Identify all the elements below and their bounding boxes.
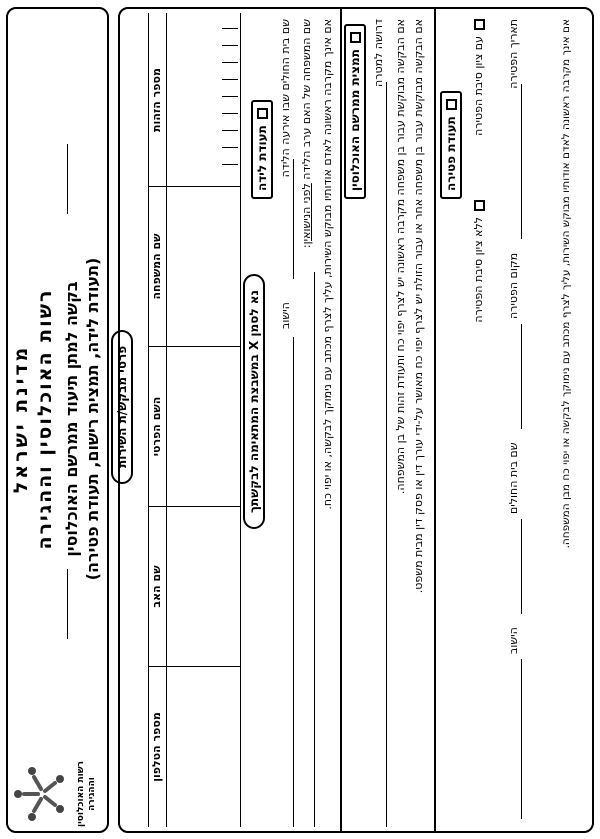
birth-settlement-line[interactable] [293, 337, 294, 827]
death-certificate-header[interactable] [440, 91, 462, 199]
birth-certificate-title: תעודת לידה [255, 125, 269, 191]
death-certificate-section [440, 91, 462, 199]
birth-mother-family-label: שם המשפחה של האם ערב הלידה לפני הנישואין: [300, 19, 313, 249]
id-digit-divider [222, 45, 238, 46]
id-digit-divider [222, 62, 238, 63]
authority-title: רשות האוכלוסין וההגירה [34, 288, 56, 550]
registry-section-divider [434, 7, 436, 833]
birth-mother-name-line[interactable] [314, 272, 315, 827]
registry-extract-header[interactable] [344, 24, 366, 199]
col-header-family-name: שם המשפחה [150, 233, 163, 300]
registry-purpose-line[interactable] [386, 82, 387, 827]
family-name-field[interactable] [167, 187, 240, 346]
birth-certificate-checkbox[interactable] [257, 108, 268, 119]
registry-other-relative-note: אם הבקשה מבוקשת עבור בן משפחה אחר או עבור הזולת יש לצרף יפוי כח מאושר על-ידי עורך דין או פסק דין מבית משפט. [412, 19, 425, 594]
col-header-id: מספר הזהות [150, 68, 163, 132]
applicant-table [148, 13, 240, 827]
header-underline-right [67, 144, 68, 214]
first-name-field[interactable] [167, 347, 240, 506]
death-date-label: תאריך הפטירה [507, 19, 520, 89]
father-name-field[interactable] [167, 507, 240, 666]
mother-family-name-label: שם המשפחה של האם ערב הלידה [300, 19, 313, 180]
birth-not-first-degree-note: אם אינך מקרבה ראשונה לאדם אודותיו מבוקש השירות, עליך לצרף מכתב עם נימוקך לבקשה, או יפוי כח. [321, 19, 334, 510]
death-without-cause-option[interactable] [472, 200, 485, 323]
death-settlement-line[interactable] [521, 659, 522, 819]
registry-purpose-label: דרושה למטרה [372, 19, 385, 87]
with-cause-label: עם ציון סיבת הפטירה [472, 36, 485, 136]
id-digit-divider [222, 28, 238, 29]
phone-field[interactable] [167, 667, 240, 827]
applicant-section-pill: פרטי מבקש/ת השירות [111, 330, 133, 484]
applicant-section-label [111, 330, 133, 484]
birth-certificate-section [251, 100, 273, 199]
registry-extract-title: תמצית ממרשם האוכלוסין [348, 49, 362, 191]
death-hospital-line[interactable] [521, 519, 522, 614]
mother-before-marriage: לפני הנישואין [300, 183, 313, 245]
without-cause-label: ללא ציון סיבת הפטירה [472, 217, 485, 323]
death-certificate-checkbox[interactable] [446, 99, 457, 110]
mark-instruction-pill: נא לסמן X במשבצת המתאימה לבקשתך [243, 274, 265, 529]
logo-caption: רשות האוכלוסין וההגירה [76, 761, 97, 827]
col-header-father-name: שם האב [150, 565, 163, 608]
state-title: מדינת ישראל [10, 344, 32, 494]
death-place-label: מקום הפטירה [507, 252, 520, 319]
logo-star-icon [10, 759, 72, 829]
col-header-phone: מספר הטלפון [150, 712, 163, 782]
without-cause-checkbox[interactable] [474, 200, 485, 211]
death-certificate-title: תעודת פטירה [444, 116, 458, 191]
request-title: בקשה למתן תיעוד ממרשם האוכלוסין [62, 281, 81, 557]
id-digit-divider [222, 113, 238, 114]
applicant-table-bottom [240, 13, 241, 827]
id-digit-divider [222, 164, 238, 165]
col-header-first-name: השם הפרטי [150, 396, 163, 457]
birth-hospital-line[interactable] [293, 159, 294, 279]
id-digit-divider [222, 79, 238, 80]
registry-first-degree-note: אם הבקשה מבוקשת עבור בן משפחה מקרבה ראשונה יש לצרף יפוי כח ותעודת זהות של בן המשפחה. [394, 19, 407, 495]
birth-hospital-label: שם בית החולים שבו אירעה הלידה [279, 19, 292, 178]
death-not-first-degree-note: אם אינך מקרבה ראשונה לאדם אודותיו מבוקש השירות, עליך לצרף מכתב עם נימוקך לבקשה או יפוי כח מבן המשפחה. [560, 19, 572, 549]
birth-settlement-label: הישוב [279, 302, 292, 329]
death-date-line[interactable] [521, 84, 522, 239]
id-digit-divider [222, 147, 238, 148]
birth-section-divider [340, 7, 342, 833]
registry-extract-section [344, 24, 366, 199]
id-digit-divider [222, 130, 238, 131]
request-subtitle: (תעודת לידה, תמצית רישום, תעודת פטירה) [83, 257, 102, 581]
death-with-cause-option[interactable] [472, 19, 485, 136]
with-cause-checkbox[interactable] [474, 19, 485, 30]
birth-certificate-header[interactable] [251, 100, 273, 199]
id-digit-divider [222, 96, 238, 97]
death-settlement-label: הישוב [507, 627, 520, 654]
death-hospital-label: שם בית החולים [507, 442, 520, 514]
authority-logo [10, 759, 102, 829]
applicant-table-top [148, 13, 149, 827]
registry-extract-checkbox[interactable] [350, 32, 361, 43]
death-place-line[interactable] [521, 324, 522, 429]
mark-instruction [243, 274, 265, 529]
